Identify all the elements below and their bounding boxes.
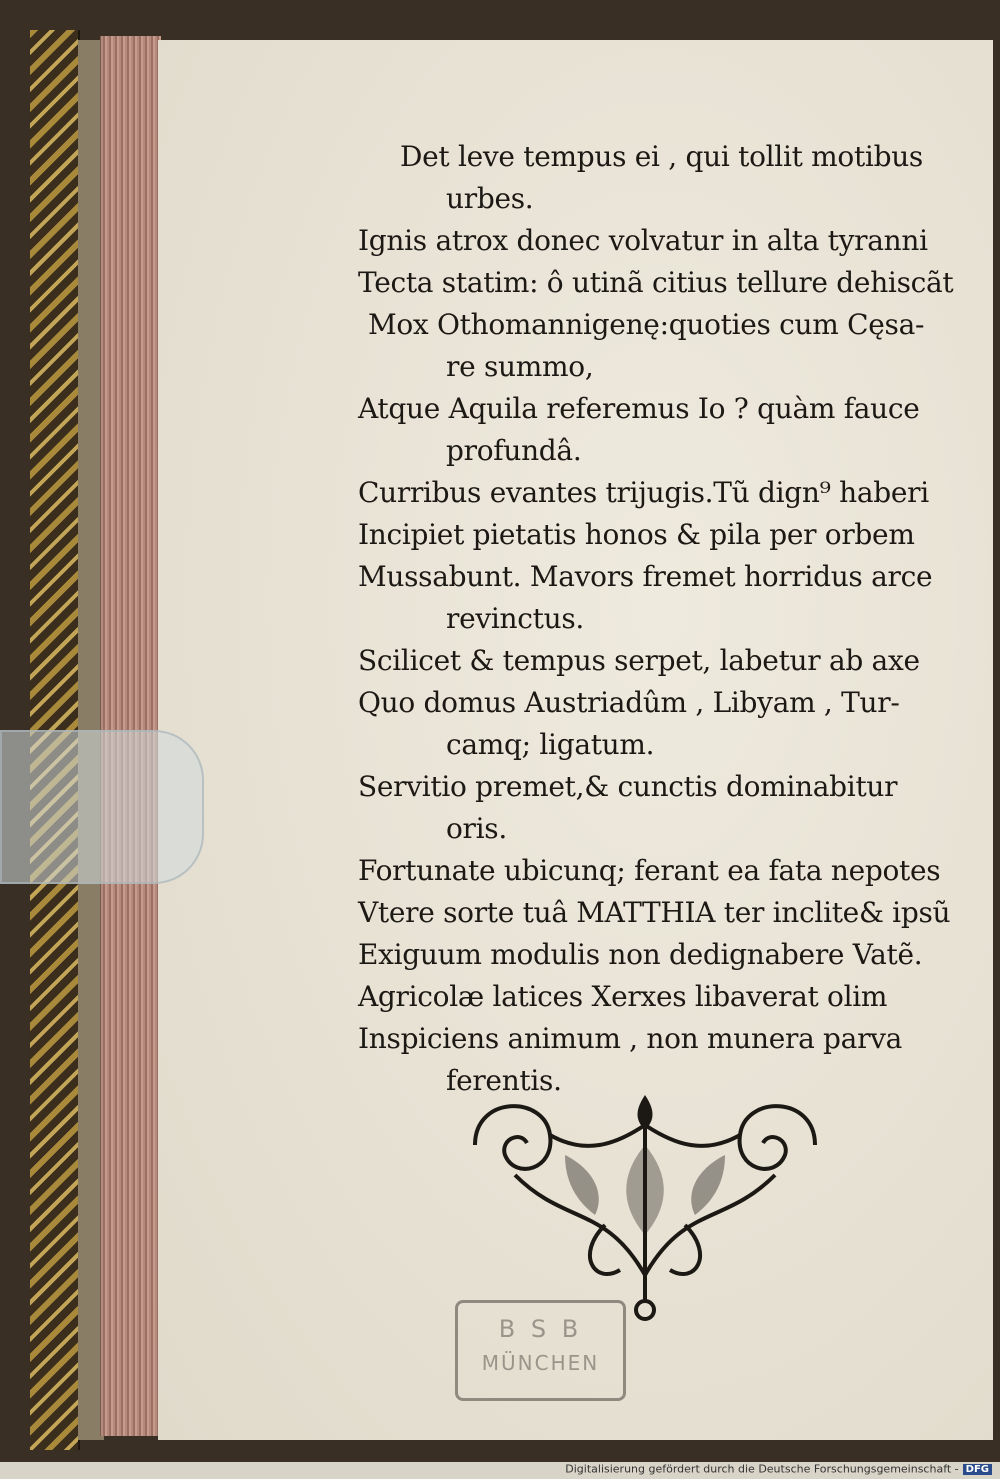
verse-line: re summo,: [446, 350, 594, 383]
verse-line: Inspiciens animum , non munera parva: [358, 1022, 903, 1055]
verse-line: Mox Othomannigenę:quoties cum Cęsa-: [368, 308, 925, 341]
verse-line: Servitio premet,& cunctis dominabitur: [358, 770, 898, 803]
verse-line: Incipiet pietatis honos & pila per orbem: [358, 518, 915, 551]
verse-line: profundâ.: [446, 434, 582, 467]
verse-line: ferentis.: [446, 1064, 562, 1097]
verse-line: Curribus evantes trijugis.Tũ dign⁹ haberi: [358, 476, 929, 509]
digitization-credit: [565, 1462, 992, 1479]
verse-line: Exiguum modulis non dedignabere Vatẽ.: [358, 938, 923, 971]
verse-line: Tecta statim: ô utinã citius tellure dehiscãt: [358, 266, 954, 299]
stamp-line: B S B: [498, 1315, 583, 1343]
credit-text: Digitalisierung gefördert durch die Deutsche Forschungsgemeinschaft -: [565, 1462, 959, 1476]
verse-line: Ignis atrox donec volvatur in alta tyranni: [358, 224, 928, 257]
verse-line: Quo domus Austriadûm , Libyam , Tur-: [358, 686, 900, 719]
library-stamp: [455, 1300, 626, 1401]
stamp-line: MÜNCHEN: [481, 1351, 600, 1375]
verse-line: camq; ligatum.: [446, 728, 655, 761]
verse-line: Mussabunt. Mavors fremet horridus arce: [358, 560, 933, 593]
bookmark-clip: [0, 730, 204, 884]
verse-line: Agricolæ latices Xerxes libaverat olim: [358, 980, 888, 1013]
verse-line: Scilicet & tempus serpet, labetur ab axe: [358, 644, 920, 677]
verse-line: oris.: [446, 812, 507, 845]
dfg-logo-icon: DFG: [963, 1464, 992, 1475]
fleuron-ornament-icon: [455, 1085, 835, 1325]
verse-line: Fortunate ubicunq; ferant ea fata nepotes: [358, 854, 941, 887]
verse-line: urbes.: [446, 182, 534, 215]
verse-line: revinctus.: [446, 602, 584, 635]
verse-line: Det leve tempus ei , qui tollit motibus: [400, 140, 923, 173]
verse-line: Vtere sorte tuâ MATTHIA ter inclite& ipsũ: [358, 896, 951, 929]
verse-line: Atque Aquila referemus Io ? quàm fauce: [358, 392, 920, 425]
